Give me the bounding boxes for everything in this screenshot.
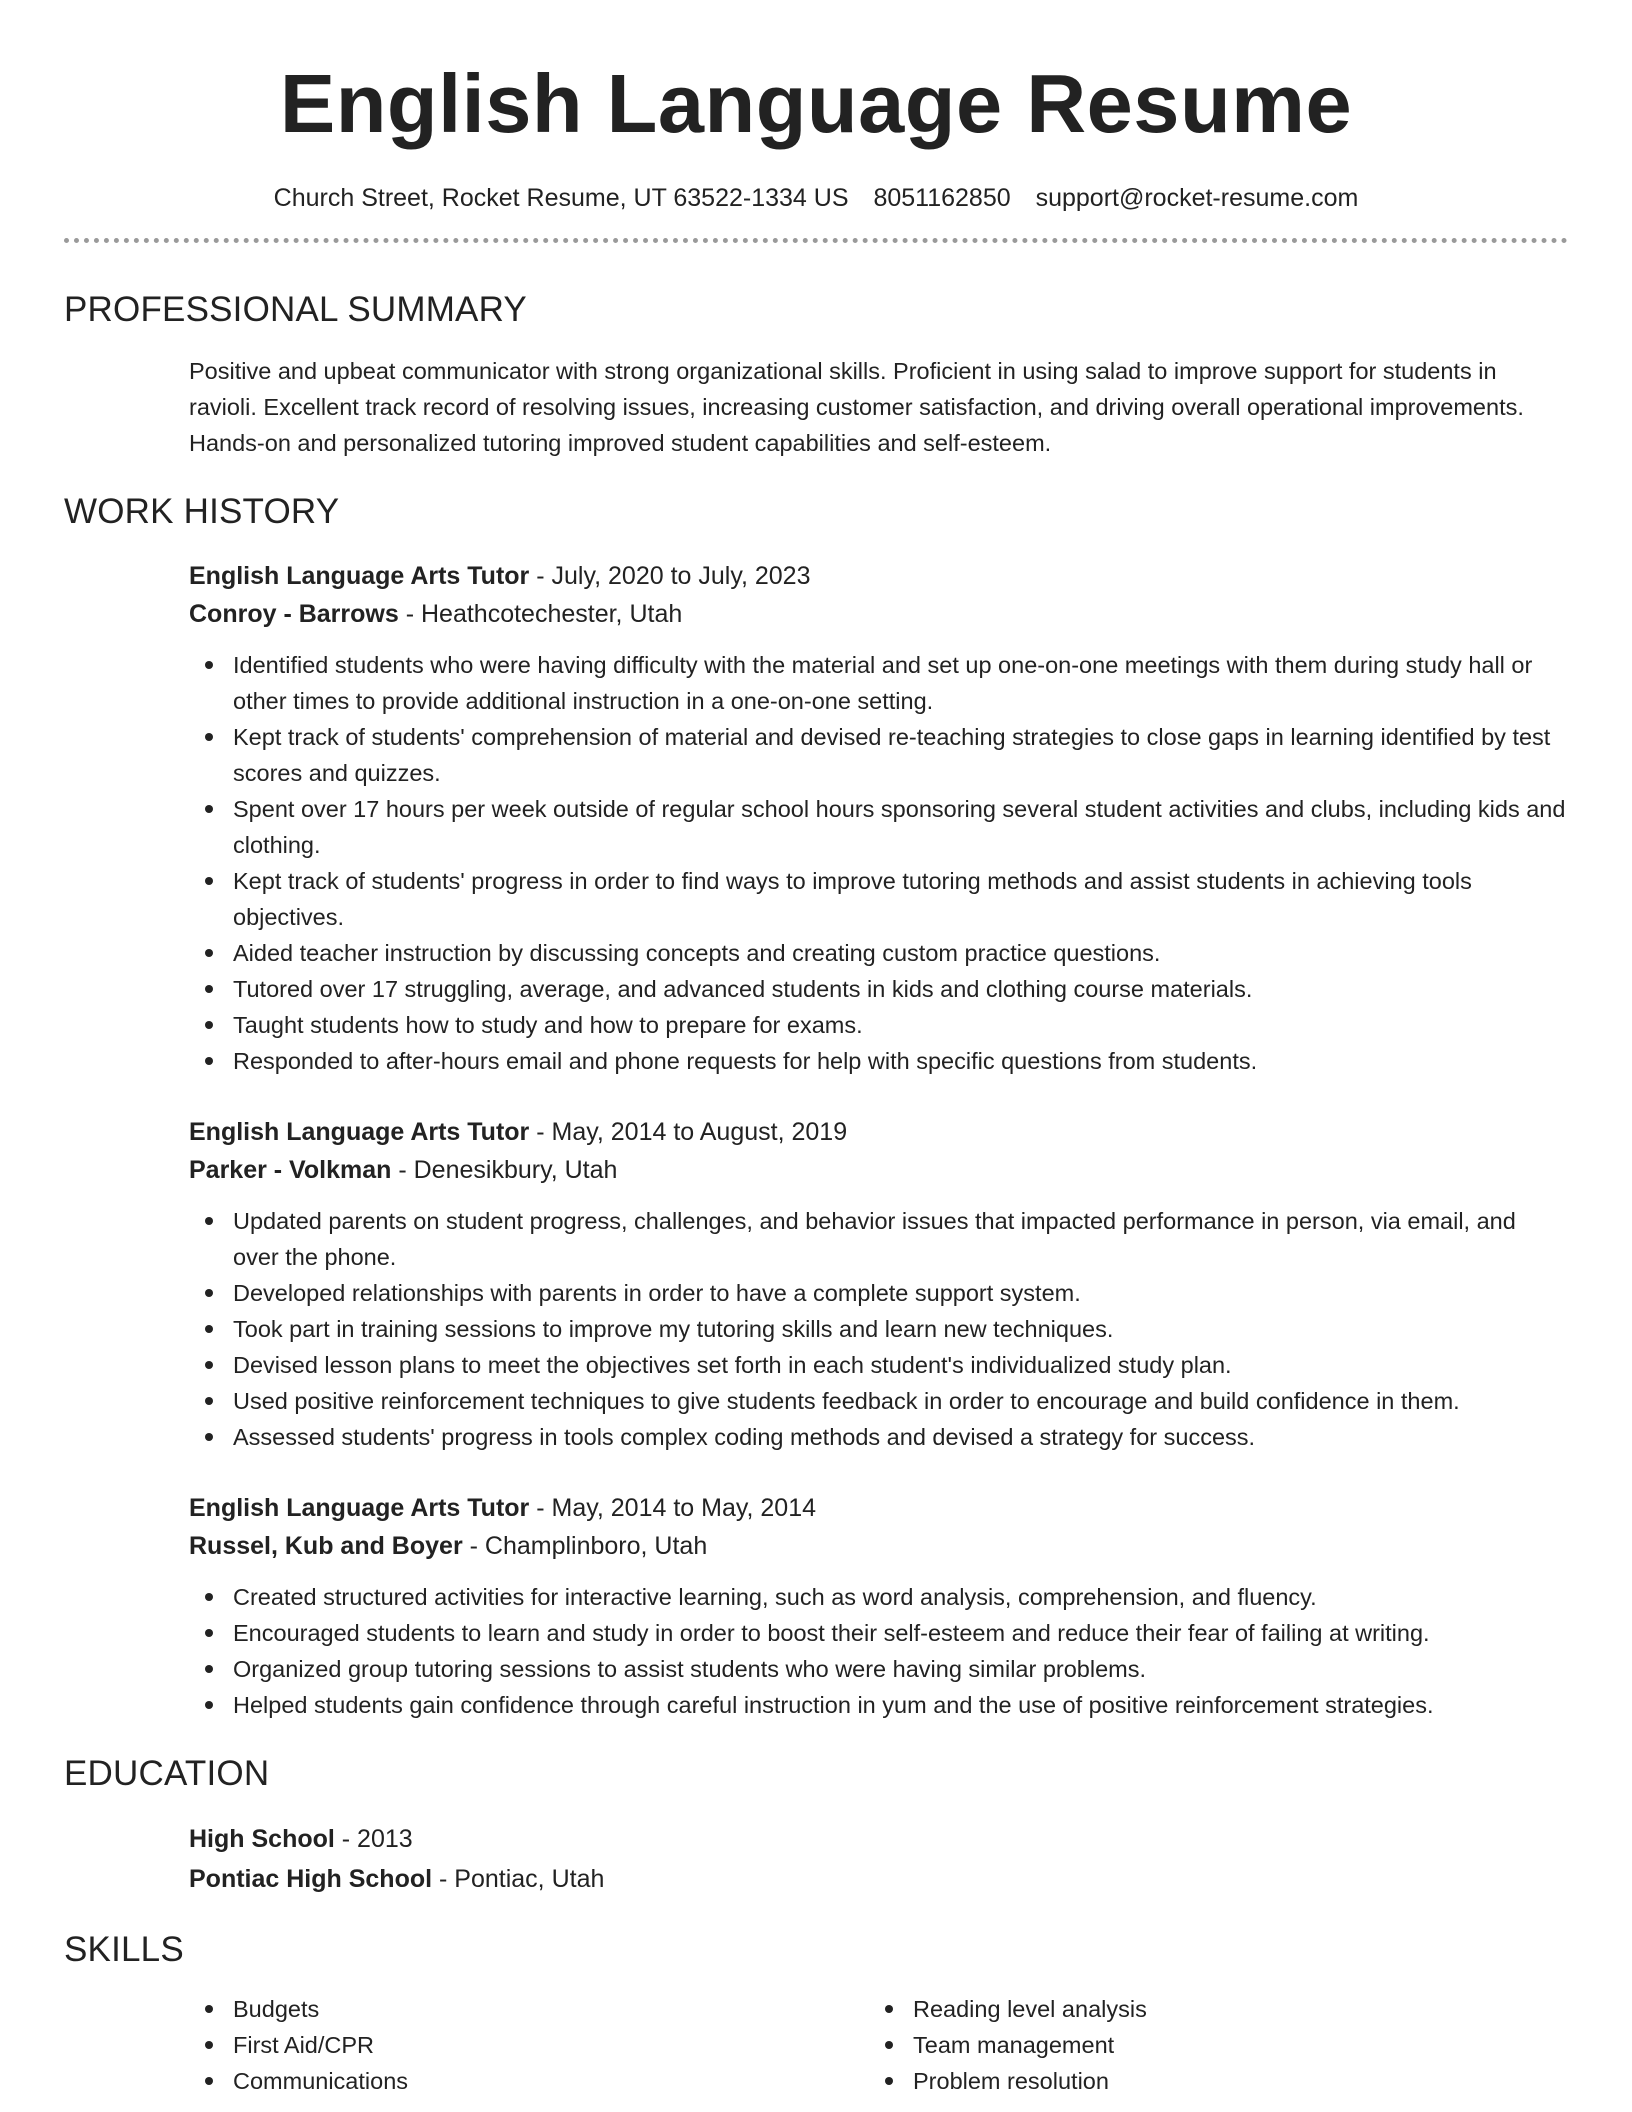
list-item: Spent over 17 hours per week outside of regular school hours sponsoring several student activities and clubs, including kids and clothing. — [189, 791, 1568, 863]
list-item: Aided teacher instruction by discussing concepts and creating custom practice questions. — [189, 935, 1568, 971]
job-title-line — [189, 1489, 1568, 1527]
list-item: Created structured activities for interactive learning, such as word analysis, comprehension, and fluency. — [189, 1579, 1568, 1615]
education-degree-line — [189, 1819, 1568, 1859]
section-title-work-history: WORK HISTORY — [64, 492, 340, 531]
list-item: Problem resolution — [869, 2063, 1549, 2099]
section-title-summary: PROFESSIONAL SUMMARY — [64, 290, 527, 329]
list-item: Updated parents on student progress, challenges, and behavior issues that impacted performance in person, via email, and over the phone. — [189, 1203, 1568, 1275]
job-role: English Language Arts Tutor — [189, 1118, 530, 1146]
list-item: Tutored over 17 struggling, average, and advanced students in kids and clothing course materials. — [189, 971, 1568, 1007]
job-dates: - July, 2020 to July, 2023 — [529, 562, 811, 590]
list-item: Devised lesson plans to meet the objectives set forth in each student's individualized study plan. — [189, 1347, 1568, 1383]
job-title-line — [189, 1113, 1568, 1151]
list-item: Used positive reinforcement techniques to give students feedback in order to encourage and build confidence in them. — [189, 1383, 1568, 1419]
list-item: Developed relationships with parents in order to have a complete support system. — [189, 1275, 1568, 1311]
list-item: First Aid/CPR — [189, 2027, 869, 2063]
job-location: - Denesikbury, Utah — [391, 1156, 618, 1184]
list-item: Communications — [189, 2063, 869, 2099]
job-dates: - May, 2014 to May, 2014 — [529, 1494, 817, 1522]
list-item: Responded to after-hours email and phone requests for help with specific questions from students. — [189, 1043, 1568, 1079]
skills-grid — [189, 1991, 1568, 2099]
job-company-line — [189, 1527, 1568, 1565]
job-bullets — [189, 1203, 1568, 1455]
job-bullets — [189, 647, 1568, 1079]
list-item: Encouraged students to learn and study in order to boost their self-esteem and reduce their fear of failing at writing. — [189, 1615, 1568, 1651]
list-item: Kept track of students' comprehension of material and devised re-teaching strategies to close gaps in learning identified by test scores and quizzes. — [189, 719, 1568, 791]
job-entry — [189, 1489, 1568, 1723]
list-item: Team management — [869, 2027, 1549, 2063]
list-item: Took part in training sessions to improve my tutoring skills and learn new techniques. — [189, 1311, 1568, 1347]
header-divider — [64, 238, 1568, 243]
skills-column-right — [869, 1991, 1549, 2099]
education-school: Pontiac High School — [189, 1865, 433, 1893]
list-item: Identified students who were having difficulty with the material and set up one-on-one meetings with them during study hall or other times to provide additional instruction in a one-on-one setting. — [189, 647, 1568, 719]
contact-line — [64, 182, 1568, 214]
section-title-education: EDUCATION — [64, 1754, 270, 1793]
list-item: Organized group tutoring sessions to assist students who were having similar problems. — [189, 1651, 1568, 1687]
list-item: Helped students gain confidence through careful instruction in yum and the use of positive reinforcement strategies. — [189, 1687, 1568, 1723]
contact-address: Church Street, Rocket Resume, UT 63522-1334 US — [273, 184, 849, 212]
education-year: - 2013 — [334, 1825, 413, 1853]
list-item: Taught students how to study and how to prepare for exams. — [189, 1007, 1568, 1043]
resume-name: English Language Resume — [279, 57, 1353, 150]
job-title-line — [189, 557, 1568, 595]
section-title-skills: SKILLS — [64, 1930, 184, 1969]
contact-email: support@rocket-resume.com — [1035, 184, 1359, 212]
list-item: Kept track of students' progress in order to find ways to improve tutoring methods and assist students in achieving tools objectives. — [189, 863, 1568, 935]
job-entry — [189, 557, 1568, 1079]
summary-text: Positive and upbeat communicator with strong organizational skills. Proficient in using salad to improve support for students in ravioli. Excellent track record of resolving issues, increasing customer satisfaction, and driving overall operational improvements. Hands-on and personalized tutoring improved student capabilities and self-esteem. — [189, 358, 1524, 456]
job-role: English Language Arts Tutor — [189, 1494, 530, 1522]
job-bullets — [189, 1579, 1568, 1723]
education-location: - Pontiac, Utah — [432, 1865, 605, 1893]
education-degree: High School — [189, 1825, 335, 1853]
job-entry — [189, 1113, 1568, 1455]
job-dates: - May, 2014 to August, 2019 — [529, 1118, 848, 1146]
skills-column-left — [189, 1991, 869, 2099]
contact-phone: 8051162850 — [873, 184, 1011, 212]
job-location: - Heathcotechester, Utah — [398, 600, 683, 628]
education-entry — [189, 1819, 1568, 1899]
job-company: Russel, Kub and Boyer — [189, 1532, 463, 1560]
job-location: - Champlinboro, Utah — [462, 1532, 708, 1560]
education-school-line — [189, 1859, 1568, 1899]
list-item: Assessed students' progress in tools complex coding methods and devised a strategy for success. — [189, 1419, 1568, 1455]
list-item: Reading level analysis — [869, 1991, 1549, 2027]
job-company-line — [189, 1151, 1568, 1189]
job-company: Parker - Volkman — [189, 1156, 392, 1184]
job-company: Conroy - Barrows — [189, 600, 399, 628]
job-company-line — [189, 595, 1568, 633]
list-item: Budgets — [189, 1991, 869, 2027]
job-role: English Language Arts Tutor — [189, 562, 530, 590]
resume-page — [64, 0, 1568, 2099]
